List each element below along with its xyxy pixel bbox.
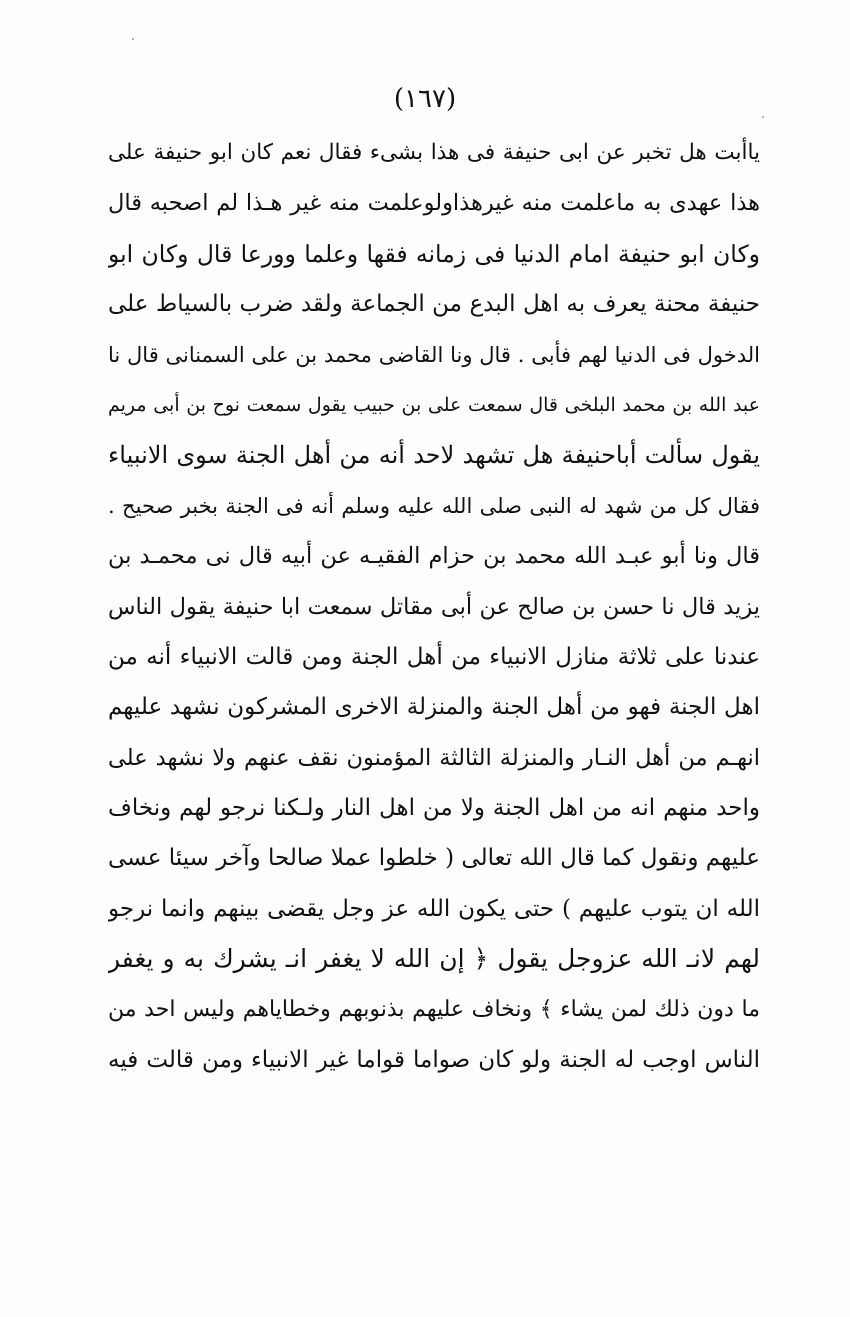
text-line: واحد منهم انه من اهل الجنة ولا من اهل النار ولـكنا نرجو لهم ونخاف	[108, 795, 760, 822]
text-line: عندنا على ثلاثة منازل الانبياء من أهل الجنة ومن قالت الانبياء أنه من	[108, 643, 760, 670]
text-line: حنيفة محنة يعرف به اهل البدع من الجماعة ولقد ضرب بالسياط على	[108, 291, 760, 318]
text-line: لهم لانـ الله عزوجل يقول ﴿ إن الله لا يغفر انـ يشرك به و يغفر	[108, 944, 760, 974]
scan-speck	[132, 38, 134, 40]
text-line: وكان ابو حنيفة امام الدنيا فى زمانه فقها وعلما وورعا قال وكان ابو	[108, 239, 760, 268]
text-line: اهل الجنة فهو من أهل الجنة والمنزلة الاخرى المشركون نشهد عليهم	[108, 694, 760, 721]
text-line: يزيد قال نا حسن بن صالح عن أبى مقاتل سمعت ابا حنيفة يقول الناس	[108, 593, 760, 620]
text-line: ياأبت هل تخبر عن ابى حنيفة فى هذا بشىء فقال نعم كان ابو حنيفة على	[108, 140, 760, 165]
main-text	[108, 128, 760, 1085]
text-line: قال ونا أبو عبـد الله محمد بن حزام الفقيـه عن أبيه قال نى محمـد بن	[108, 543, 760, 570]
text-line: عليهم ونقول كما قال الله تعالى ( خلطوا عملا صالحا وآخر سيئا عسى	[108, 845, 760, 872]
scan-speck	[762, 116, 764, 118]
page-number: (١٦٧)	[393, 84, 457, 114]
text-line: انهـم من أهل النـار والمنزلة الثالثة المؤمنون نقف عنهم ولا نشهد على	[108, 744, 760, 771]
text-line: يقول سألت أباحنيفة هل تشهد لاحد أنه من أهل الجنة سوى الانبياء	[108, 441, 760, 470]
text-line: الله ان يتوب عليهم ) حتى يكون الله عز وجل يقضى بينهم وانما نرجو	[108, 895, 760, 922]
text-line: الناس اوجب له الجنة ولو كان صواما قواما غير الانبياء ومن قالت فيه	[108, 1047, 760, 1074]
text-line: عبد الله بن محمد البلخى قال سمعت على بن حبيب يقول سمعت نوح بن أبى مريم	[108, 393, 760, 416]
text-line: هذا عهدى به ماعلمت منه غيرهذاولوعلمت منه غير هـذا لم اصحبه قال	[108, 190, 760, 217]
text-line: ما دون ذلك لمن يشاء ﴾ ونخاف عليهم بذنوبهم وخطاياهم وليس احد من	[108, 996, 760, 1022]
text-line: الدخول فى الدنيا لهم فأبى . قال ونا القاضى محمد بن على السمنانى قال نا	[108, 342, 760, 367]
text-line: فقال كل من شهد له النبى صلى الله عليه وسلم أنه فى الجنة بخبر صحيح .	[108, 493, 760, 518]
